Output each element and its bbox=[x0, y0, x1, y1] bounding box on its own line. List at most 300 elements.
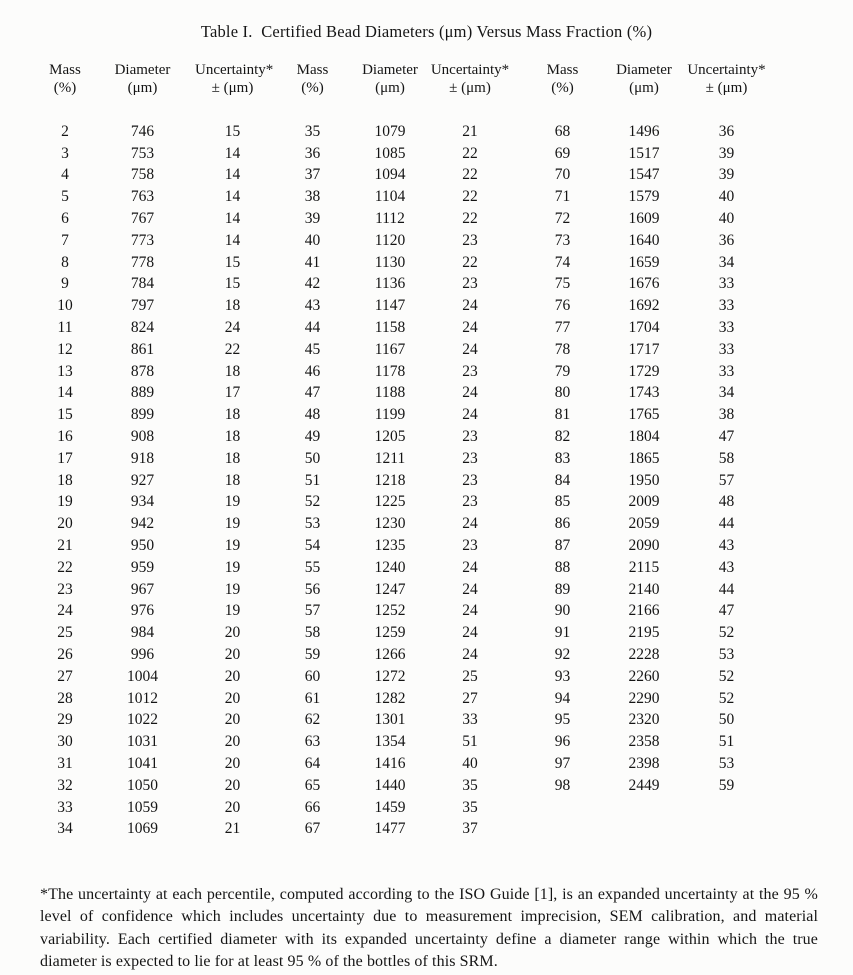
mass-cell: 12 bbox=[57, 340, 73, 358]
table-row bbox=[40, 274, 775, 296]
diameter-cell: 784 bbox=[130, 275, 155, 293]
uncertainty-cell: 20 bbox=[224, 689, 241, 707]
column-header-mass-3 bbox=[515, 62, 610, 121]
uncertainty-cell: 19 bbox=[224, 537, 241, 555]
diameter-cell: 1659 bbox=[628, 253, 660, 271]
diameter-cell: 1547 bbox=[628, 166, 660, 184]
mass-cell: 78 bbox=[554, 340, 571, 358]
diameter-cell: 959 bbox=[130, 558, 155, 576]
mass-cell: 9 bbox=[61, 275, 69, 293]
uncertainty-cell: 24 bbox=[462, 384, 478, 402]
uncertainty-cell: 24 bbox=[462, 580, 478, 598]
table-row bbox=[40, 230, 775, 252]
table-row bbox=[40, 339, 775, 361]
uncertainty-cell: 33 bbox=[718, 362, 735, 380]
uncertainty-cell: 35 bbox=[462, 798, 478, 816]
diameter-cell: 984 bbox=[130, 624, 155, 642]
diameter-cell: 1266 bbox=[374, 646, 406, 664]
mass-cell: 85 bbox=[554, 493, 571, 511]
uncertainty-cell: 24 bbox=[462, 340, 478, 358]
table-header-row bbox=[40, 62, 775, 121]
uncertainty-cell: 39 bbox=[718, 144, 735, 162]
mass-cell: 5 bbox=[61, 188, 69, 206]
uncertainty-cell: 39 bbox=[718, 166, 735, 184]
uncertainty-cell: 14 bbox=[224, 210, 241, 228]
mass-cell: 25 bbox=[57, 624, 73, 642]
uncertainty-cell: 25 bbox=[462, 667, 478, 685]
mass-cell: 37 bbox=[304, 166, 321, 184]
diameter-cell: 1085 bbox=[374, 144, 406, 162]
diameter-cell: 1041 bbox=[127, 755, 158, 772]
table-row bbox=[40, 492, 775, 514]
mass-cell: 29 bbox=[57, 711, 73, 729]
mass-cell: 19 bbox=[57, 493, 73, 511]
uncertainty-cell: 22 bbox=[462, 253, 478, 271]
uncertainty-cell: 50 bbox=[718, 711, 735, 729]
column-header-diameter-1 bbox=[90, 62, 195, 121]
uncertainty-cell: 18 bbox=[224, 297, 241, 315]
mass-cell: 82 bbox=[554, 428, 571, 446]
table-row bbox=[40, 644, 775, 666]
diameter-cell: 967 bbox=[130, 580, 155, 598]
diameter-cell: 1640 bbox=[628, 231, 660, 249]
diameter-cell: 1579 bbox=[628, 188, 660, 206]
uncertainty-cell: 24 bbox=[462, 406, 478, 424]
uncertainty-cell: 18 bbox=[224, 449, 241, 467]
mass-cell: 32 bbox=[57, 776, 73, 794]
diameter-cell: 1272 bbox=[374, 667, 406, 685]
table-row bbox=[40, 622, 775, 644]
uncertainty-cell: 22 bbox=[462, 188, 478, 206]
mass-cell: 61 bbox=[304, 689, 321, 707]
diameter-cell: 1235 bbox=[374, 537, 406, 555]
table-row bbox=[40, 208, 775, 230]
mass-cell: 49 bbox=[304, 428, 321, 446]
uncertainty-cell: 44 bbox=[718, 515, 735, 533]
mass-cell: 11 bbox=[57, 319, 73, 337]
diameter-cell: 1188 bbox=[374, 384, 406, 402]
mass-cell: 43 bbox=[304, 297, 321, 315]
diameter-cell: 2140 bbox=[628, 580, 660, 598]
uncertainty-cell: 33 bbox=[718, 319, 735, 337]
mass-cell: 94 bbox=[554, 689, 571, 707]
diameter-cell: 1804 bbox=[628, 428, 660, 446]
uncertainty-cell: 14 bbox=[224, 166, 241, 184]
column-header-mass-2 bbox=[270, 62, 355, 121]
mass-cell: 72 bbox=[554, 210, 571, 228]
uncertainty-cell: 21 bbox=[224, 820, 241, 838]
uncertainty-cell: 22 bbox=[224, 340, 241, 358]
diameter-cell: 1282 bbox=[374, 689, 406, 707]
uncertainty-cell: 40 bbox=[462, 755, 478, 772]
diameter-cell: 1240 bbox=[374, 558, 406, 576]
uncertainty-cell: 20 bbox=[224, 798, 241, 816]
mass-cell: 54 bbox=[304, 537, 321, 555]
diameter-cell: 763 bbox=[130, 188, 155, 206]
diameter-cell: 1496 bbox=[628, 122, 660, 140]
mass-cell: 40 bbox=[304, 231, 321, 249]
uncertainty-cell: 38 bbox=[718, 406, 735, 424]
diameter-cell: 927 bbox=[130, 471, 155, 489]
mass-cell: 26 bbox=[57, 646, 73, 664]
mass-cell: 65 bbox=[304, 776, 321, 794]
diameter-cell: 2009 bbox=[628, 493, 660, 511]
uncertainty-cell: 15 bbox=[224, 275, 241, 293]
diameter-cell: 1205 bbox=[374, 428, 406, 446]
table-row bbox=[40, 513, 775, 535]
table-row bbox=[40, 557, 775, 579]
mass-cell: 62 bbox=[304, 711, 321, 729]
mass-cell: 3 bbox=[61, 144, 69, 162]
uncertainty-cell: 40 bbox=[718, 188, 735, 206]
mass-cell: 51 bbox=[304, 471, 321, 489]
table-row bbox=[40, 317, 775, 339]
diameter-cell: 2260 bbox=[628, 667, 660, 685]
uncertainty-cell: 24 bbox=[462, 319, 478, 337]
mass-cell: 46 bbox=[304, 362, 321, 380]
uncertainty-cell: 24 bbox=[462, 646, 478, 664]
diameter-cell: 1301 bbox=[374, 711, 406, 729]
diameter-cell: 1247 bbox=[374, 580, 406, 598]
mass-cell: 91 bbox=[554, 624, 571, 642]
diameter-cell: 976 bbox=[130, 602, 155, 620]
diameter-cell: 1167 bbox=[374, 340, 406, 358]
mass-cell: 56 bbox=[304, 580, 321, 598]
diameter-cell: 753 bbox=[130, 144, 155, 162]
mass-cell: 20 bbox=[57, 515, 73, 533]
diameter-cell: 899 bbox=[130, 406, 155, 424]
header-line1: Uncertainty* bbox=[195, 62, 274, 78]
mass-cell: 4 bbox=[61, 166, 69, 184]
uncertainty-cell: 14 bbox=[224, 144, 241, 162]
diameter-cell: 1022 bbox=[127, 711, 158, 729]
uncertainty-cell: 24 bbox=[462, 602, 478, 620]
diameter-cell: 1112 bbox=[375, 210, 405, 228]
diameter-cell: 1050 bbox=[127, 776, 158, 794]
table-row bbox=[40, 143, 775, 165]
mass-cell: 28 bbox=[57, 689, 73, 707]
diameter-cell: 889 bbox=[130, 384, 155, 402]
header-line1: Mass bbox=[296, 62, 329, 78]
mass-cell: 60 bbox=[304, 667, 321, 685]
diameter-cell: 1120 bbox=[374, 231, 406, 249]
column-header-diameter-3 bbox=[610, 62, 678, 121]
mass-cell: 80 bbox=[554, 384, 571, 402]
uncertainty-cell bbox=[678, 797, 775, 819]
diameter-cell: 1012 bbox=[127, 689, 158, 707]
diameter-cell: 1130 bbox=[374, 253, 406, 271]
uncertainty-cell: 24 bbox=[224, 319, 241, 337]
mass-cell: 89 bbox=[554, 580, 571, 598]
diameter-cell bbox=[610, 819, 678, 841]
diameter-cell: 758 bbox=[130, 166, 155, 184]
diameter-cell: 1230 bbox=[374, 515, 406, 533]
uncertainty-cell: 24 bbox=[462, 515, 478, 533]
mass-cell: 76 bbox=[554, 297, 571, 315]
mass-cell: 81 bbox=[554, 406, 571, 424]
header-line1: Mass bbox=[546, 62, 579, 78]
diameter-cell: 1692 bbox=[628, 297, 660, 315]
uncertainty-cell: 23 bbox=[462, 275, 478, 293]
uncertainty-cell: 20 bbox=[224, 646, 241, 664]
diameter-cell: 797 bbox=[130, 297, 155, 315]
diameter-cell: 1865 bbox=[628, 449, 660, 467]
mass-cell: 36 bbox=[304, 144, 321, 162]
table-row bbox=[40, 121, 775, 143]
uncertainty-cell: 23 bbox=[462, 231, 478, 249]
mass-cell: 77 bbox=[554, 319, 571, 337]
header-line1: Uncertainty* bbox=[687, 62, 766, 78]
bead-diameter-table bbox=[40, 62, 775, 840]
diameter-cell: 2090 bbox=[628, 537, 660, 555]
diameter-cell: 1609 bbox=[628, 210, 660, 228]
diameter-cell: 1079 bbox=[374, 122, 406, 140]
header-line2: (%) bbox=[551, 79, 574, 96]
mass-cell: 16 bbox=[57, 428, 73, 446]
table-body bbox=[40, 121, 775, 840]
header-line1: Diameter bbox=[362, 62, 418, 78]
diameter-cell: 1477 bbox=[374, 820, 406, 838]
uncertainty-cell: 27 bbox=[462, 689, 478, 707]
uncertainty-cell: 33 bbox=[462, 711, 478, 729]
diameter-cell: 1218 bbox=[374, 471, 406, 489]
diameter-cell: 778 bbox=[130, 253, 155, 271]
table-row bbox=[40, 165, 775, 187]
uncertainty-cell: 24 bbox=[462, 558, 478, 576]
uncertainty-cell: 33 bbox=[718, 297, 735, 315]
mass-cell: 88 bbox=[554, 558, 571, 576]
mass-cell: 35 bbox=[304, 122, 321, 140]
uncertainty-cell: 51 bbox=[462, 733, 478, 751]
mass-cell: 90 bbox=[554, 602, 571, 620]
mass-cell: 21 bbox=[57, 537, 73, 555]
mass-cell: 95 bbox=[554, 711, 571, 729]
diameter-cell: 2115 bbox=[628, 558, 660, 576]
column-header-diameter-2 bbox=[355, 62, 425, 121]
diameter-cell: 1743 bbox=[628, 384, 660, 402]
diameter-cell: 1069 bbox=[127, 820, 158, 838]
table-row bbox=[40, 361, 775, 383]
table-row bbox=[40, 666, 775, 688]
header-line2: ± (μm) bbox=[211, 79, 254, 96]
uncertainty-cell: 47 bbox=[718, 602, 735, 620]
mass-cell: 64 bbox=[304, 755, 321, 772]
table-row bbox=[40, 252, 775, 274]
mass-cell: 79 bbox=[554, 362, 571, 380]
header-line2: (%) bbox=[301, 79, 324, 96]
uncertainty-cell: 18 bbox=[224, 428, 241, 446]
mass-cell: 57 bbox=[304, 602, 321, 620]
uncertainty-cell: 20 bbox=[224, 711, 241, 729]
diameter-cell: 1136 bbox=[374, 275, 406, 293]
uncertainty-cell: 20 bbox=[224, 776, 241, 794]
mass-cell bbox=[515, 797, 610, 819]
diameter-cell: 2166 bbox=[628, 602, 660, 620]
mass-cell: 53 bbox=[304, 515, 321, 533]
table-row bbox=[40, 404, 775, 426]
diameter-cell: 2228 bbox=[628, 646, 660, 664]
diameter-cell: 767 bbox=[130, 210, 155, 228]
mass-cell: 31 bbox=[57, 755, 73, 772]
table-row bbox=[40, 731, 775, 753]
uncertainty-cell: 17 bbox=[224, 384, 241, 402]
uncertainty-cell: 24 bbox=[462, 297, 478, 315]
table-row bbox=[40, 448, 775, 470]
diameter-cell: 996 bbox=[130, 646, 155, 664]
diameter-cell: 2320 bbox=[628, 711, 660, 729]
mass-cell: 34 bbox=[57, 820, 73, 838]
uncertainty-cell: 22 bbox=[462, 166, 478, 184]
table-row bbox=[40, 470, 775, 492]
table-row bbox=[40, 186, 775, 208]
diameter-cell: 1252 bbox=[374, 602, 406, 620]
diameter-cell: 950 bbox=[130, 537, 155, 555]
mass-cell: 7 bbox=[61, 231, 69, 249]
mass-cell: 38 bbox=[304, 188, 321, 206]
mass-cell: 71 bbox=[554, 188, 571, 206]
mass-cell: 10 bbox=[57, 297, 73, 315]
uncertainty-cell: 14 bbox=[224, 188, 241, 206]
diameter-cell: 1031 bbox=[127, 733, 158, 751]
diameter-cell: 2449 bbox=[628, 776, 660, 794]
diameter-cell: 1440 bbox=[374, 776, 406, 794]
table-row bbox=[40, 688, 775, 710]
mass-cell: 74 bbox=[554, 253, 571, 271]
mass-cell: 73 bbox=[554, 231, 571, 249]
diameter-cell: 2290 bbox=[628, 689, 660, 707]
diameter-cell: 861 bbox=[130, 340, 155, 358]
mass-cell: 96 bbox=[554, 733, 571, 751]
diameter-cell: 746 bbox=[130, 122, 155, 140]
mass-cell: 47 bbox=[304, 384, 321, 402]
diameter-cell: 1094 bbox=[374, 166, 406, 184]
uncertainty-cell: 40 bbox=[718, 210, 735, 228]
mass-cell: 58 bbox=[304, 624, 321, 642]
mass-cell: 2 bbox=[61, 122, 69, 140]
diameter-cell: 1717 bbox=[628, 340, 660, 358]
uncertainty-cell: 20 bbox=[224, 667, 241, 685]
uncertainty-cell: 19 bbox=[224, 602, 241, 620]
table-row bbox=[40, 775, 775, 797]
diameter-cell: 1676 bbox=[628, 275, 660, 293]
uncertainty-cell: 22 bbox=[462, 210, 478, 228]
diameter-cell: 934 bbox=[130, 493, 155, 511]
uncertainty-cell: 51 bbox=[718, 733, 735, 751]
mass-cell bbox=[515, 819, 610, 841]
uncertainty-cell: 43 bbox=[718, 537, 735, 555]
mass-cell: 50 bbox=[304, 449, 321, 467]
column-header-uncertainty-2 bbox=[425, 62, 515, 121]
table-row bbox=[40, 819, 775, 841]
header-line2: ± (μm) bbox=[449, 79, 491, 96]
uncertainty-cell: 20 bbox=[224, 755, 241, 772]
uncertainty-cell: 23 bbox=[462, 362, 478, 380]
header-line2: (μm) bbox=[127, 79, 158, 96]
header-line2: (μm) bbox=[375, 79, 405, 96]
uncertainty-cell: 21 bbox=[462, 122, 478, 140]
mass-cell: 33 bbox=[57, 798, 73, 816]
table-row bbox=[40, 579, 775, 601]
uncertainty-cell: 57 bbox=[718, 471, 735, 489]
uncertainty-cell: 53 bbox=[718, 755, 735, 772]
mass-cell: 41 bbox=[304, 253, 321, 271]
table-row bbox=[40, 426, 775, 448]
mass-cell: 59 bbox=[304, 646, 321, 664]
diameter-cell: 1459 bbox=[374, 798, 406, 816]
diameter-cell: 1259 bbox=[374, 624, 406, 642]
diameter-cell: 1950 bbox=[628, 471, 660, 489]
mass-cell: 63 bbox=[304, 733, 321, 751]
mass-cell: 55 bbox=[304, 558, 321, 576]
uncertainty-cell: 15 bbox=[224, 122, 241, 140]
diameter-cell: 1354 bbox=[374, 733, 406, 751]
uncertainty-cell: 14 bbox=[224, 231, 241, 249]
table-row bbox=[40, 535, 775, 557]
uncertainty-cell: 34 bbox=[718, 253, 735, 271]
mass-cell: 30 bbox=[57, 733, 73, 751]
mass-cell: 98 bbox=[554, 776, 571, 794]
diameter-cell: 2398 bbox=[628, 755, 660, 772]
mass-cell: 92 bbox=[554, 646, 571, 664]
uncertainty-cell: 53 bbox=[718, 646, 735, 664]
diameter-cell: 773 bbox=[130, 231, 155, 249]
uncertainty-cell: 34 bbox=[718, 384, 735, 402]
diameter-cell: 908 bbox=[130, 428, 155, 446]
table-row bbox=[40, 753, 775, 775]
mass-cell: 86 bbox=[554, 515, 571, 533]
uncertainty-cell: 23 bbox=[462, 471, 478, 489]
mass-cell: 87 bbox=[554, 537, 571, 555]
uncertainty-cell: 19 bbox=[224, 515, 241, 533]
diameter-cell bbox=[610, 797, 678, 819]
uncertainty-cell bbox=[678, 819, 775, 841]
table-row bbox=[40, 295, 775, 317]
mass-cell: 15 bbox=[57, 406, 73, 424]
mass-cell: 42 bbox=[304, 275, 321, 293]
uncertainty-cell: 52 bbox=[718, 667, 735, 685]
mass-cell: 52 bbox=[304, 493, 321, 511]
diameter-cell: 1147 bbox=[374, 297, 406, 315]
uncertainty-cell: 58 bbox=[718, 449, 735, 467]
uncertainty-cell: 52 bbox=[718, 624, 735, 642]
mass-cell: 83 bbox=[554, 449, 571, 467]
uncertainty-cell: 19 bbox=[224, 580, 241, 598]
diameter-cell: 2059 bbox=[628, 515, 660, 533]
diameter-cell: 1211 bbox=[374, 449, 406, 467]
mass-cell: 23 bbox=[57, 580, 73, 598]
header-line2: (%) bbox=[53, 79, 77, 96]
uncertainty-cell: 23 bbox=[462, 449, 478, 467]
uncertainty-cell: 18 bbox=[224, 362, 241, 380]
header-line2: (μm) bbox=[629, 79, 659, 96]
diameter-cell: 1729 bbox=[628, 362, 660, 380]
diameter-cell: 1004 bbox=[127, 667, 158, 685]
diameter-cell: 1416 bbox=[374, 755, 406, 772]
uncertainty-cell: 44 bbox=[718, 580, 735, 598]
uncertainty-cell: 48 bbox=[718, 493, 735, 511]
column-header-uncertainty-1 bbox=[195, 62, 274, 121]
mass-cell: 44 bbox=[304, 319, 321, 337]
diameter-cell: 1158 bbox=[374, 319, 406, 337]
uncertainty-cell: 20 bbox=[224, 624, 241, 642]
header-line1: Diameter bbox=[616, 62, 672, 78]
mass-cell: 75 bbox=[554, 275, 571, 293]
mass-cell: 14 bbox=[57, 384, 73, 402]
mass-cell: 68 bbox=[554, 122, 571, 140]
diameter-cell: 942 bbox=[130, 515, 155, 533]
uncertainty-cell: 15 bbox=[224, 253, 241, 271]
uncertainty-cell: 20 bbox=[224, 733, 241, 751]
